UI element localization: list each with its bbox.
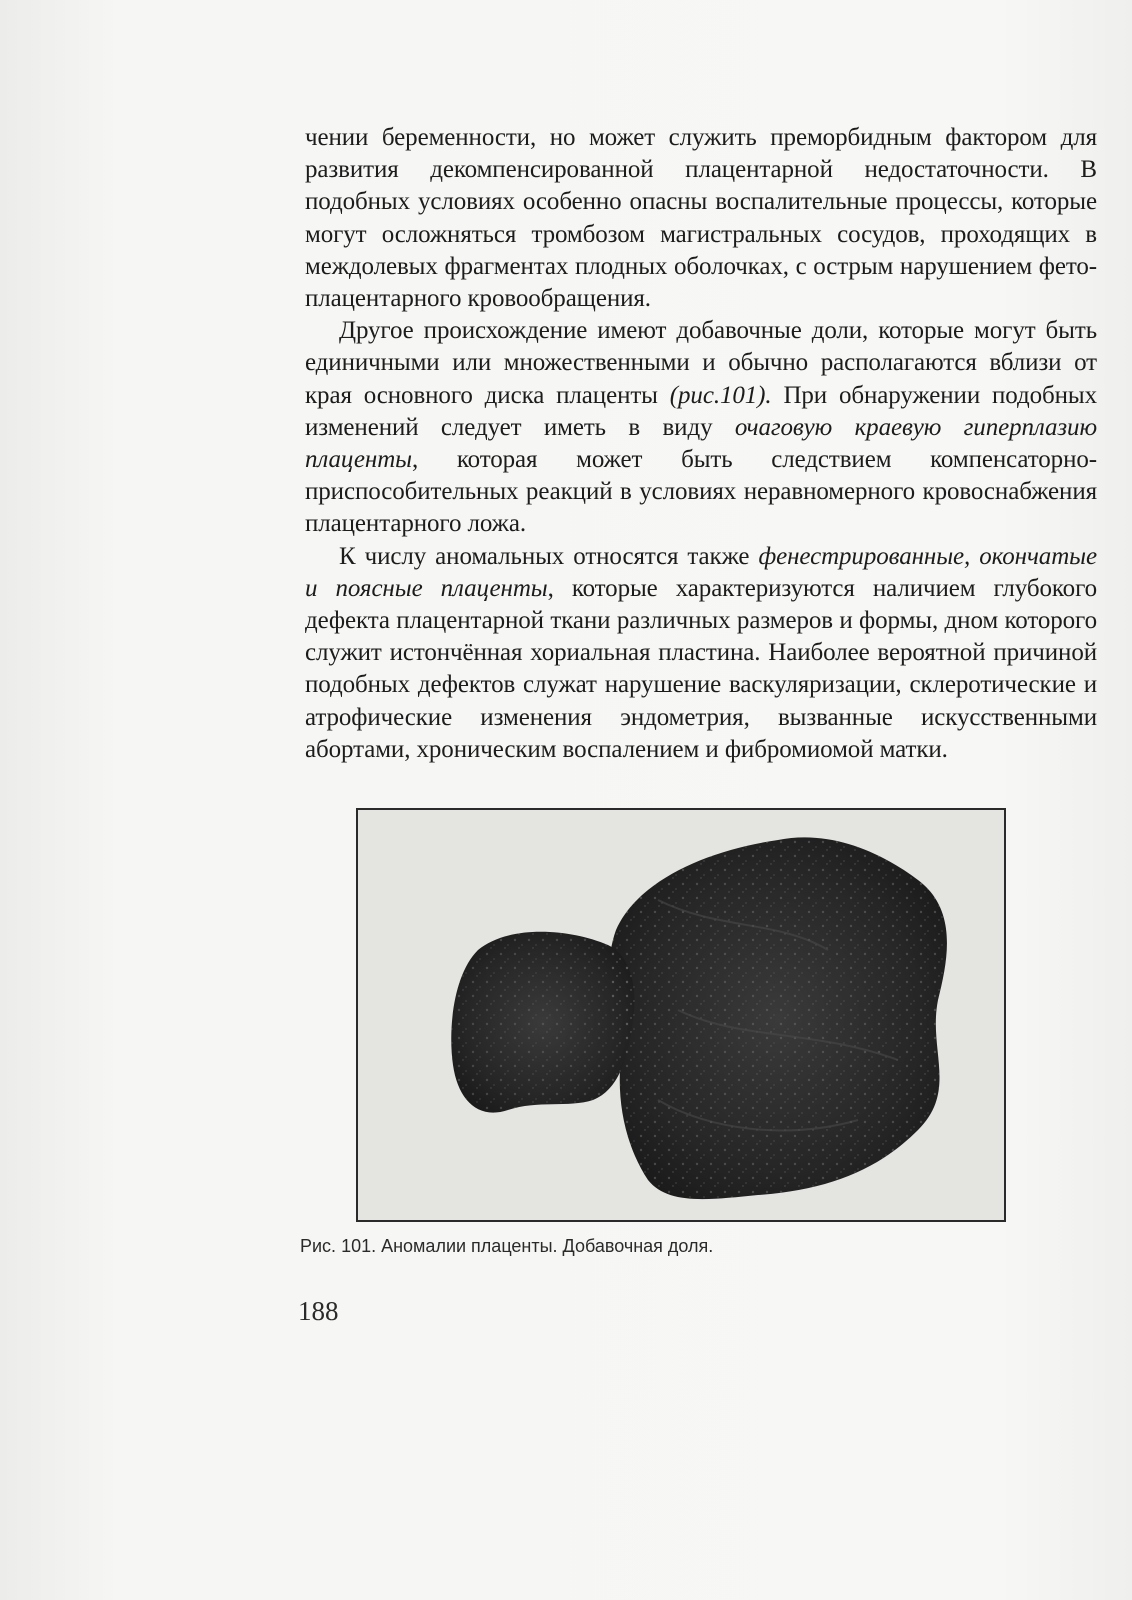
figure-caption: Рис. 101. Аномалии плаценты. Добавочная доля. <box>300 1236 714 1256</box>
text-run: К числу аномальных относятся также <box>339 542 759 570</box>
italic-text-run: очаговую краевую гиперплазию плаценты <box>305 413 1097 474</box>
placenta-image <box>358 810 1004 1220</box>
text-run: чении беременности, но может служить преморбидным фактором для развития декомпенсированной плацентарной недостаточности. В подобных условиях особенно опасны воспалительные процессы, которые могут осложняться тромбозом магистральных сосудов, проходящих в междолевых фрагментах плодных оболочках, с острым нарушением фето-плацентарного кровообращения. <box>305 124 1097 313</box>
text-run: , которые характеризуются наличием глубокого дефекта плацентарной ткани различных размеров и формы, дном которого служит истончённая хориальная пластина. Наиболее вероятной причиной подобных дефектов служат нарушение васкуляризации, склеротические и атрофические изменения эндометрия, вызванные искусственными абортами, хроническим воспалением и фибромиомой матки. <box>305 574 1097 763</box>
paragraph-3 <box>305 541 1097 766</box>
page-number: 188 <box>298 1296 339 1326</box>
text-run: , которая может быть следствием компенсаторно-приспособительных реакций в условиях неравномерного кровоснабжения плацентарного ложа. <box>305 446 1097 538</box>
paragraph-2 <box>305 315 1097 540</box>
italic-text-run: (рис.101). <box>669 381 772 409</box>
text-run: Другое происхождение имеют добавочные доли, которые могут быть единичными или множественными и обычно располагаются вблизи от края основного диска плаценты <box>305 317 1097 409</box>
italic-text-run: фенестрированные, окончатые и поясные плаценты <box>305 542 1097 602</box>
text-run: При обнаружении подобных изменений следует иметь в виду <box>305 381 1097 441</box>
body-text <box>305 122 1097 766</box>
figure-placenta-photo <box>356 808 1006 1222</box>
paragraph-1 <box>305 122 1097 315</box>
